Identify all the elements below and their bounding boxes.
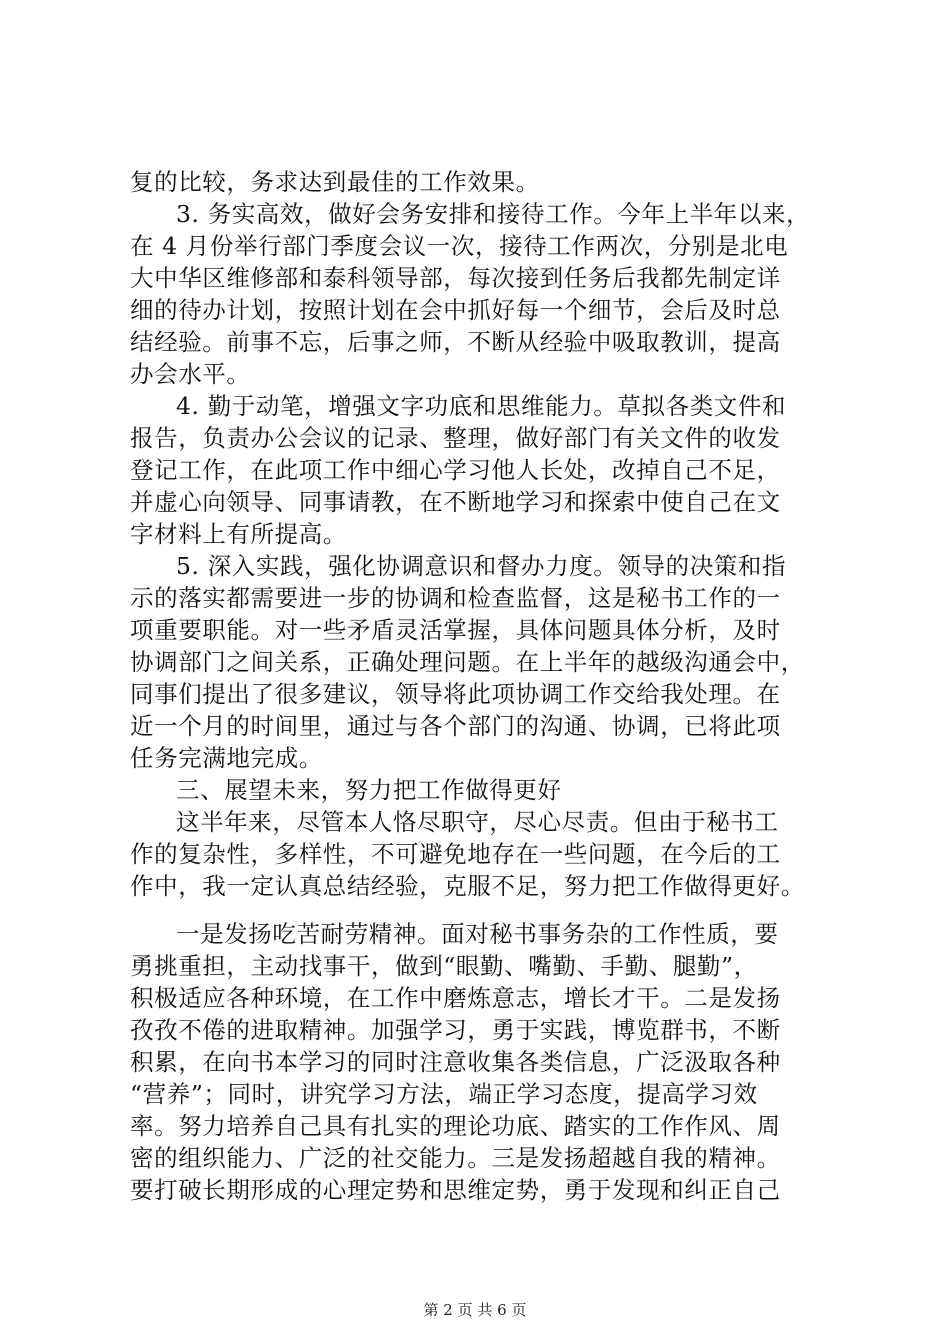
paragraph-line: 积累，在向书本学习的同时注意收集各类信息，广泛汲取各种 bbox=[130, 1048, 781, 1076]
paragraph-line: 作中，我一定认真总结经验，克服不足，努力把工作做得更好。 bbox=[130, 872, 805, 900]
paragraph-line: 任务完满地完成。 bbox=[130, 744, 323, 772]
paragraph-line: 办会水平。 bbox=[130, 360, 251, 388]
page-number-footer: 第 2 页 共 6 页 bbox=[423, 1301, 527, 1319]
paragraph-line: 这半年来，尽管本人恪尽职守，尽心尽责。但由于秘书工 bbox=[176, 808, 779, 836]
section-heading: 三、展望未来，努力把工作做得更好 bbox=[176, 776, 562, 804]
paragraph-line: 一是发扬吃苦耐劳精神。面对秘书事务杂的工作性质，要 bbox=[176, 920, 779, 948]
paragraph-line: 3. 务实高效，做好会务安排和接待工作。今年上半年以来， bbox=[176, 200, 811, 228]
paragraph-line: 在 4 月份举行部门季度会议一次，接待工作两次，分别是北电 bbox=[130, 232, 789, 260]
paragraph-line: 近一个月的时间里，通过与各个部门的沟通、协调，已将此项 bbox=[130, 712, 781, 740]
paragraph-line: 并虚心向领导、同事请教，在不断地学习和探索中使自己在文 bbox=[130, 488, 781, 516]
paragraph-line: 复的比较，务求达到最佳的工作效果。 bbox=[130, 168, 540, 196]
paragraph-line: 积极适应各种环境，在工作中磨炼意志，增长才干。二是发扬 bbox=[130, 984, 781, 1012]
paragraph-line: 勇挑重担，主动找事干，做到“眼勤、嘴勤、手勤、腿勤”， bbox=[130, 952, 758, 980]
paragraph-line: 项重要职能。对一些矛盾灵活掌握，具体问题具体分析，及时 bbox=[130, 616, 781, 644]
paragraph-line: 登记工作，在此项工作中细心学习他人长处，改掉自己不足， bbox=[130, 456, 781, 484]
paragraph-line: 结经验。前事不忘，后事之师，不断从经验中吸取教训，提高 bbox=[130, 328, 781, 356]
paragraph-line: 率。努力培养自己具有扎实的理论功底、踏实的工作作风、周 bbox=[130, 1112, 781, 1140]
paragraph-line: 大中华区维修部和泰科领导部，每次接到任务后我都先制定详 bbox=[130, 264, 781, 292]
paragraph-line: “营养”；同时，讲究学习方法，端正学习态度，提高学习效 bbox=[130, 1080, 758, 1108]
paragraph-line: 字材料上有所提高。 bbox=[130, 520, 347, 548]
paragraph-line: 5. 深入实践，强化协调意识和督办力度。领导的决策和指 bbox=[176, 552, 787, 580]
paragraph-line: 要打破长期形成的心理定势和思维定势，勇于发现和纠正自己 bbox=[130, 1176, 781, 1204]
paragraph-line: 协调部门之间关系，正确处理问题。在上半年的越级沟通会中， bbox=[130, 648, 805, 676]
paragraph-line: 孜孜不倦的进取精神。加强学习，勇于实践，博览群书，不断 bbox=[130, 1016, 781, 1044]
paragraph-line: 4. 勤于动笔，增强文字功底和思维能力。草拟各类文件和 bbox=[176, 392, 787, 420]
paragraph-line: 示的落实都需要进一步的协调和检查监督，这是秘书工作的一 bbox=[130, 584, 781, 612]
paragraph-line: 细的待办计划，按照计划在会中抓好每一个细节，会后及时总 bbox=[130, 296, 781, 324]
paragraph-line: 作的复杂性，多样性，不可避免地存在一些问题，在今后的工 bbox=[130, 840, 781, 868]
paragraph-line: 密的组织能力、广泛的社交能力。三是发扬超越自我的精神。 bbox=[130, 1144, 781, 1172]
paragraph-line: 同事们提出了很多建议，领导将此项协调工作交给我处理。在 bbox=[130, 680, 781, 708]
paragraph-line: 报告，负责办公会议的记录、整理，做好部门有关文件的收发 bbox=[130, 424, 781, 452]
